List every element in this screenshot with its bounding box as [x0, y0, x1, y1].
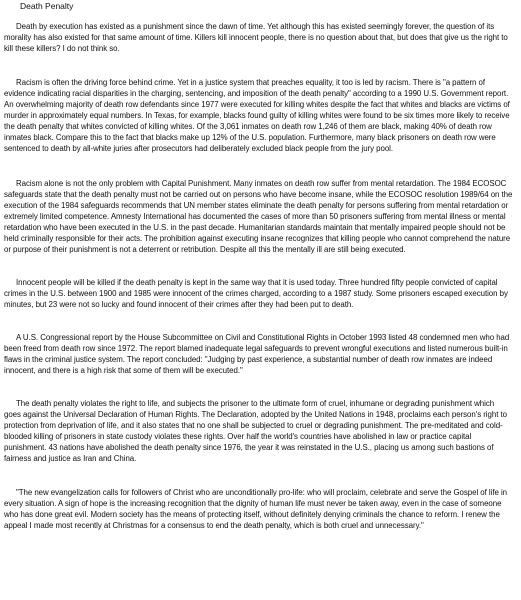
- paragraph-evangelization-quote: "The new evangelization calls for followers of Christ who are unconditionally pro-life: who will proclaim, celebrate and serve the Gospel of life in every situation. A sign of hope is the increasing recognition that the dignity of human life must never be taken away, even in the case of someone who has done great evil. Modern society has the means of protecting itself, without definitely denying criminals the chance to reform. I renew the appeal I made most recently at Christmas for a consensus to end the death penalty, which is both cruel and unnecessary.": [4, 488, 508, 530]
- paragraph-mental-retardation: Racism alone is not the only problem with Capital Punishment. Many inmates on death row suffer from mental retardation. The 1984 ECOSOC safeguards state that the death penalty must not be carried out on persons who have become insane, while the ECOSOC resolution 1989/64 on the execution of the 1984 safeguards recommends that UN member states eliminate the death penalty for persons suffering from mental retardation or extremely limited competence. Amnesty International has documented the cases of more than 50 prisoners suffering from mental illness or mental retardation who have been executed in the U.S. in the past decade. Humanitarian standards maintain that mentally impaired people should not be held criminally responsible for their acts. The prohibition against executing insane recognizes that killing people who cannot comprehend the nature or purpose of their punishment is not a deterrent or retribution. Despite all this the mentally ill are still being executed.: [4, 179, 513, 254]
- paragraph-human-rights: The death penalty violates the right to life, and subjects the prisoner to the ultimate form of cruel, inhumane or degrading punishment which goes against the Universal Declaration of Human Rights. The Declaration, adopted by the United Nations in 1948, proclaims each person's right to protection from deprivation of life, and it also states that no one shall be subjected to cruel or degrading punishment. The pre-meditated and cold-blooded killing of prisoners in state custody violates these rights. Over half the world's countries have abolished in law or practice capital punishment. 43 nations have abolished the death penalty since 1976, the year it was reinstated in the U.S., placing us among such bastions of fairness and justice as Iran and China.: [4, 399, 507, 463]
- paragraph-intro: Death by execution has existed as a punishment since the dawn of time. Yet although this has existed seemingly forever, the question of its morality has also existed for that same amount of time. Killers kill innocent people, there is no question about that, but does that give us the right to kill these killers? I do not think so.: [4, 22, 508, 53]
- paragraph-congressional-report: A U.S. Congressional report by the House Subcommittee on Civil and Constitutional Rights in October 1993 listed 48 condemned men who had been freed from death row since 1972. The report blamed inadequate legal safeguards to prevent wrongful executions and listed numerous built-in flaws in the criminal justice system. The report concluded: "Judging by past experience, a substantial number of death row inmates are indeed innocent, and there is a high risk that some of them will be executed.": [4, 333, 510, 375]
- paragraph-racism: Racism is often the driving force behind crime. Yet in a justice system that preaches equality, it too is led by racism. There is "a pattern of evidence indicating racial disparities in the charging, sentencing, and imposition of the death penalty" according to a 1990 U.S. Government report. An overwhelming majority of death row defendants since 1977 were executed for killing whites despite the fact that whites and blacks are victims of murder in approximately equal numbers. In Texas, for example, blacks found guilty of killing whites were found to be six times more likely to receive the death penalty that whites convicted of killing whites. Of the 3,061 inmates on death row 1,246 of them are black, making 40% of death row inmates black. Compare this to the fact that blacks make up 12% of the U.S. population. Furthermore, many black prisoners on death row were sentenced to death by all-white juries after prosecutors had deliberately excluded black people from the jury pool.: [4, 78, 510, 153]
- paragraph-innocent-people: Innocent people will be killed if the death penalty is kept in the same way that it is used today. Three hundred fifty people convicted of capital crimes in the U.S. between 1900 and 1985 were innocent of the crimes charged, according to a 1987 study. Some prisoners escaped execution by minutes, but 23 were not so lucky and found innocent of their crimes after they had been put to death.: [4, 278, 508, 309]
- document-title: Death Penalty: [20, 1, 74, 11]
